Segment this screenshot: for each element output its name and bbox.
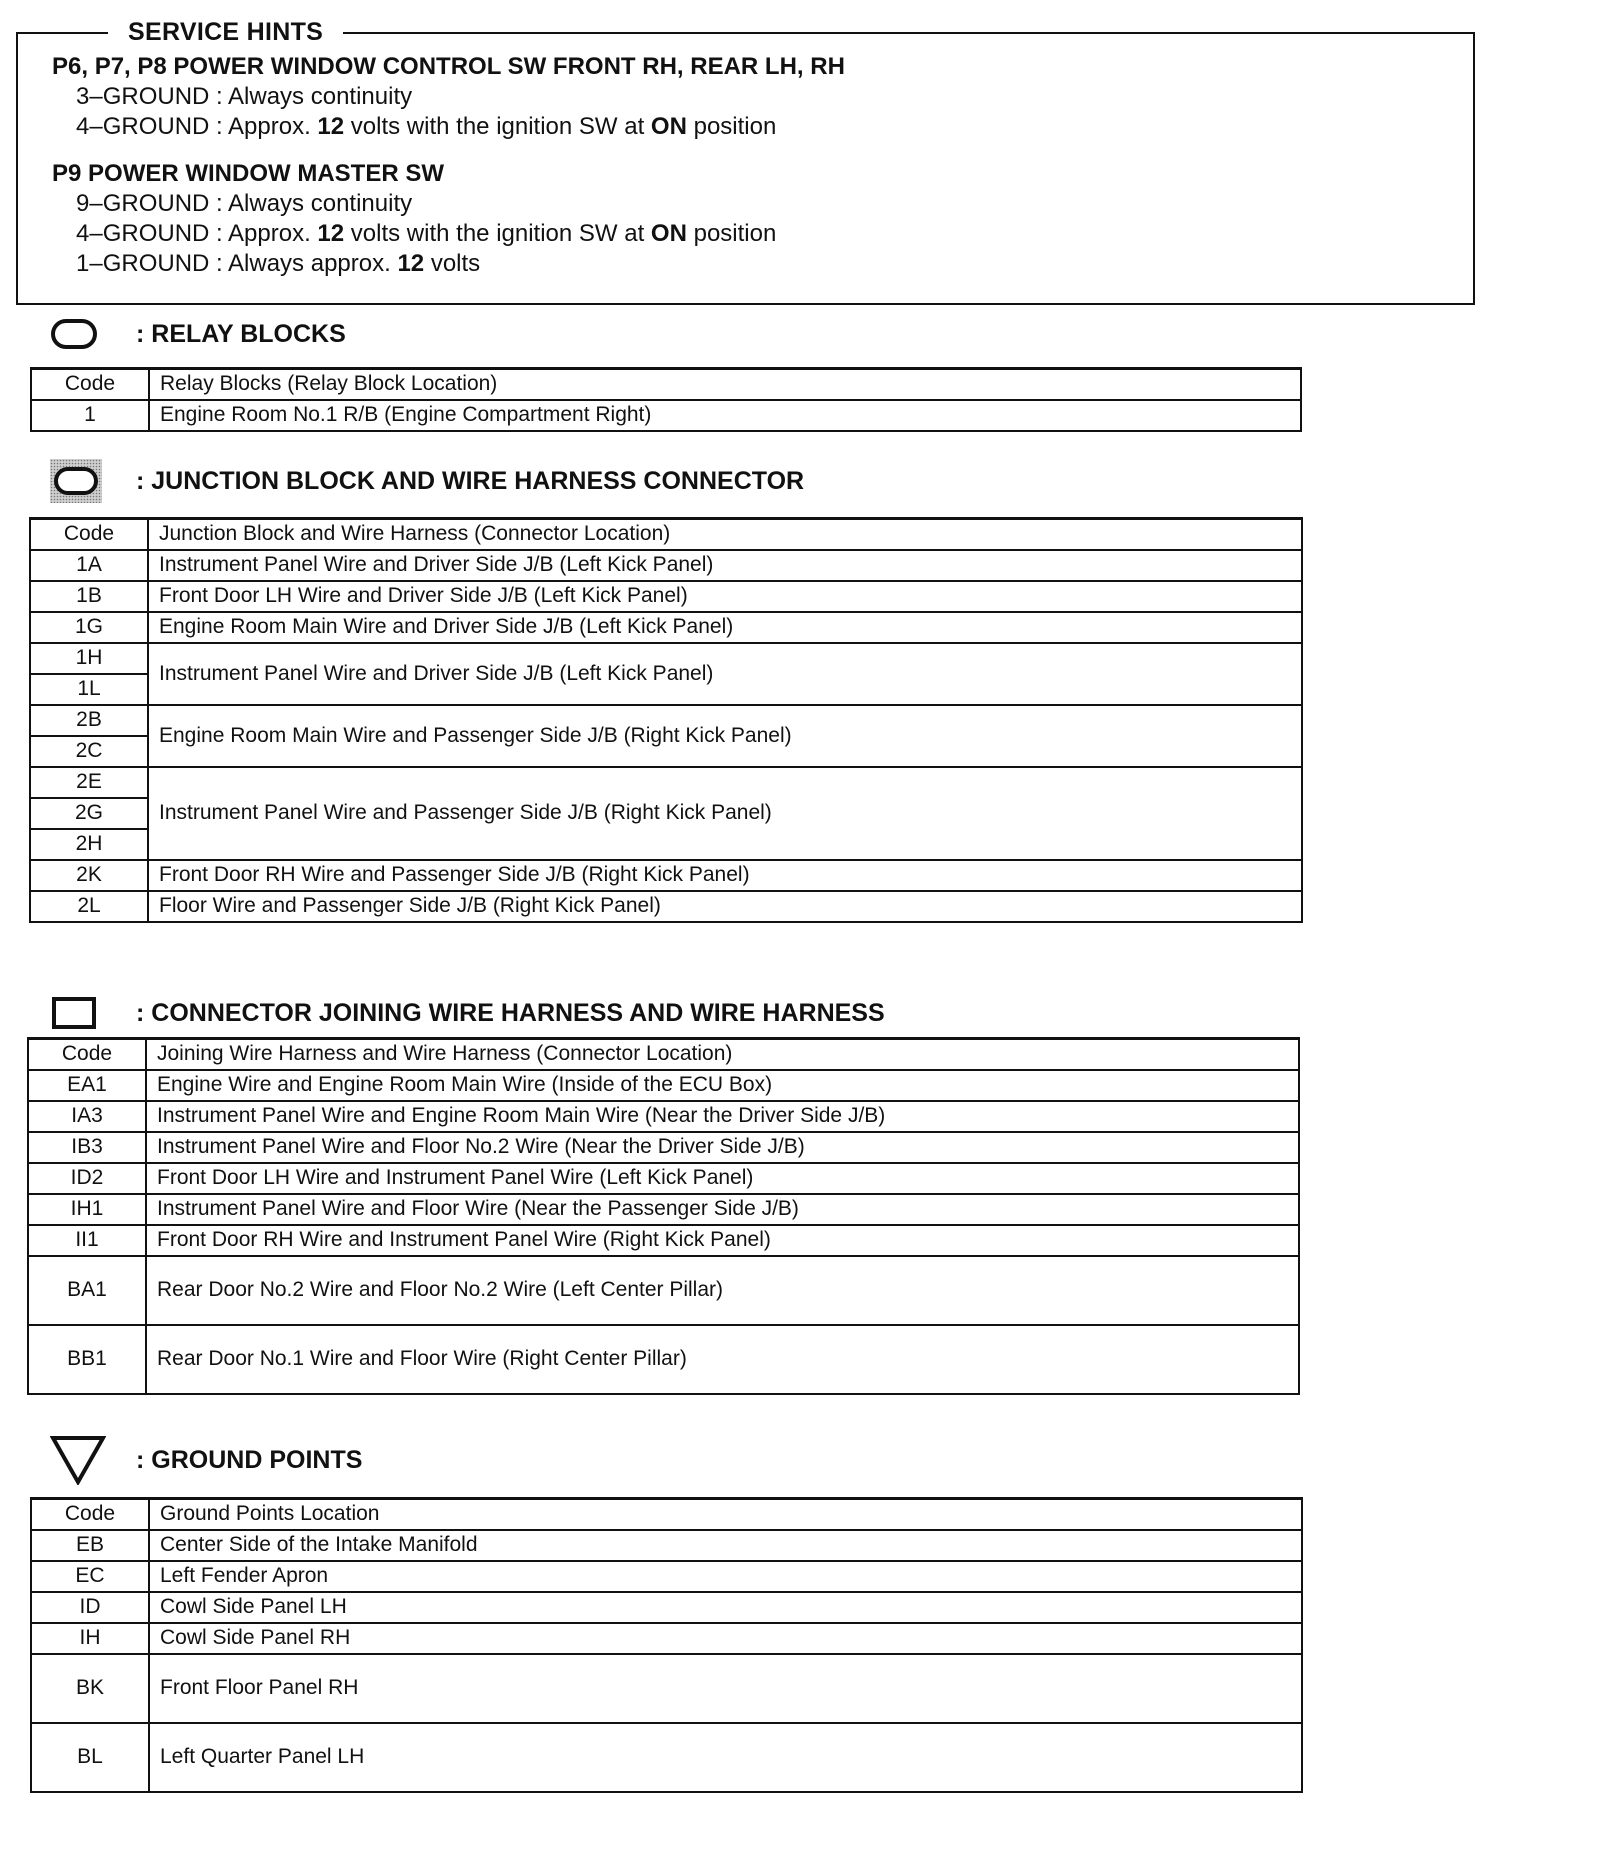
relay-blocks-heading <box>50 314 346 354</box>
desc-cell: Engine Wire and Engine Room Main Wire (Inside of the ECU Box) <box>146 1070 1299 1101</box>
relay-blocks-table <box>30 367 1302 432</box>
desc-cell: Front Door RH Wire and Passenger Side J/B (Right Kick Panel) <box>148 860 1302 891</box>
code-cell: BA1 <box>28 1256 146 1325</box>
hint-line: 1–GROUND : Always approx. 12 volts <box>76 250 481 277</box>
code-cell: IH1 <box>28 1194 146 1225</box>
service-hints-title: SERVICE HINTS <box>108 18 343 47</box>
desc-cell: Left Fender Apron <box>149 1561 1302 1592</box>
table-row <box>28 1070 1299 1101</box>
desc-cell: Engine Room No.1 R/B (Engine Compartment Right) <box>149 400 1301 431</box>
desc-header: Relay Blocks (Relay Block Location) <box>149 369 1301 400</box>
junction-block-table <box>29 517 1303 923</box>
desc-cell: Left Quarter Panel LH <box>149 1723 1302 1792</box>
code-cell: 1A <box>30 550 148 581</box>
hint-group-p6-p7-p8 <box>52 52 845 142</box>
table-row <box>30 581 1302 612</box>
table-row <box>30 860 1302 891</box>
table-row <box>31 1654 1302 1723</box>
table-row <box>28 1132 1299 1163</box>
hint-line: 9–GROUND : Always continuity <box>76 190 413 217</box>
desc-cell: Front Door LH Wire and Driver Side J/B (Left Kick Panel) <box>148 581 1302 612</box>
table-row <box>31 1561 1302 1592</box>
section-title: : CONNECTOR JOINING WIRE HARNESS AND WIRE HARNESS <box>136 998 885 1027</box>
code-cell: 1B <box>30 581 148 612</box>
table-row <box>30 767 1302 798</box>
code-cell: EA1 <box>28 1070 146 1101</box>
code-cell: BK <box>31 1654 149 1723</box>
code-cell: 2L <box>30 891 148 922</box>
desc-cell: Front Floor Panel RH <box>149 1654 1302 1723</box>
code-cell: IH <box>31 1623 149 1654</box>
table-row <box>31 1530 1302 1561</box>
table-row <box>28 1163 1299 1194</box>
desc-cell: Engine Room Main Wire and Driver Side J/B (Left Kick Panel) <box>148 612 1302 643</box>
desc-cell: Engine Room Main Wire and Passenger Side J/B (Right Kick Panel) <box>148 705 1302 767</box>
table-row <box>30 643 1302 674</box>
code-header: Code <box>30 519 148 550</box>
desc-cell: Instrument Panel Wire and Floor No.2 Wire (Near the Driver Side J/B) <box>146 1132 1299 1163</box>
code-cell: ID <box>31 1592 149 1623</box>
table-row <box>31 1592 1302 1623</box>
section-title: : RELAY BLOCKS <box>136 319 346 348</box>
desc-cell: Front Door RH Wire and Instrument Panel Wire (Right Kick Panel) <box>146 1225 1299 1256</box>
code-cell: 2C <box>30 736 148 767</box>
code-header: Code <box>28 1039 146 1070</box>
ground-point-icon <box>50 1440 106 1480</box>
desc-header: Ground Points Location <box>149 1499 1302 1530</box>
ground-points-table <box>30 1497 1303 1793</box>
desc-cell: Rear Door No.2 Wire and Floor No.2 Wire (Left Center Pillar) <box>146 1256 1299 1325</box>
desc-cell: Instrument Panel Wire and Engine Room Main Wire (Near the Driver Side J/B) <box>146 1101 1299 1132</box>
connector-icon <box>50 993 106 1033</box>
desc-header: Junction Block and Wire Harness (Connector Location) <box>148 519 1302 550</box>
hint-line: 4–GROUND : Approx. 12 volts with the ignition SW at ON position <box>76 113 777 140</box>
table-row <box>31 1723 1302 1792</box>
junction-block-icon <box>50 461 106 501</box>
desc-cell: Cowl Side Panel LH <box>149 1592 1302 1623</box>
table-header-row <box>31 1499 1302 1530</box>
desc-cell: Center Side of the Intake Manifold <box>149 1530 1302 1561</box>
service-hints-box <box>16 18 1475 305</box>
table-row <box>28 1256 1299 1325</box>
code-cell: 1 <box>31 400 149 431</box>
code-cell: 1G <box>30 612 148 643</box>
table-row <box>30 612 1302 643</box>
code-cell: BL <box>31 1723 149 1792</box>
code-cell: BB1 <box>28 1325 146 1394</box>
code-header: Code <box>31 1499 149 1530</box>
table-row <box>28 1325 1299 1394</box>
connector-table <box>27 1037 1300 1395</box>
ground-points-heading <box>50 1440 362 1480</box>
table-header-row <box>28 1039 1299 1070</box>
table-row <box>30 550 1302 581</box>
table-row <box>28 1101 1299 1132</box>
desc-cell: Instrument Panel Wire and Passenger Side J/B (Right Kick Panel) <box>148 767 1302 860</box>
connector-heading <box>50 993 885 1033</box>
code-cell: 1L <box>30 674 148 705</box>
code-cell: 2K <box>30 860 148 891</box>
desc-cell: Instrument Panel Wire and Floor Wire (Near the Passenger Side J/B) <box>146 1194 1299 1225</box>
code-cell: EC <box>31 1561 149 1592</box>
hint-heading: P9 POWER WINDOW MASTER SW <box>52 160 444 187</box>
code-cell: IA3 <box>28 1101 146 1132</box>
section-title: : JUNCTION BLOCK AND WIRE HARNESS CONNECTOR <box>136 466 805 495</box>
table-row <box>31 1623 1302 1654</box>
desc-header: Joining Wire Harness and Wire Harness (Connector Location) <box>146 1039 1299 1070</box>
code-cell: 2B <box>30 705 148 736</box>
table-row <box>28 1194 1299 1225</box>
relay-block-icon <box>50 314 106 354</box>
code-cell: ID2 <box>28 1163 146 1194</box>
table-row <box>31 400 1301 431</box>
desc-cell: Instrument Panel Wire and Driver Side J/B (Left Kick Panel) <box>148 550 1302 581</box>
desc-cell: Instrument Panel Wire and Driver Side J/B (Left Kick Panel) <box>148 643 1302 705</box>
desc-cell: Floor Wire and Passenger Side J/B (Right Kick Panel) <box>148 891 1302 922</box>
code-header: Code <box>31 369 149 400</box>
code-cell: 2H <box>30 829 148 860</box>
hint-group-p9 <box>52 159 776 279</box>
code-cell: 2E <box>30 767 148 798</box>
table-row <box>30 891 1302 922</box>
code-cell: II1 <box>28 1225 146 1256</box>
code-cell: 2G <box>30 798 148 829</box>
table-row <box>28 1225 1299 1256</box>
junction-block-heading <box>50 461 804 501</box>
table-row <box>30 705 1302 736</box>
desc-cell: Rear Door No.1 Wire and Floor Wire (Right Center Pillar) <box>146 1325 1299 1394</box>
desc-cell: Cowl Side Panel RH <box>149 1623 1302 1654</box>
hint-line: 4–GROUND : Approx. 12 volts with the ignition SW at ON position <box>76 220 777 247</box>
table-header-row <box>31 369 1301 400</box>
code-cell: IB3 <box>28 1132 146 1163</box>
section-title: : GROUND POINTS <box>136 1445 363 1474</box>
hint-heading: P6, P7, P8 POWER WINDOW CONTROL SW FRONT RH, REAR LH, RH <box>52 53 845 80</box>
code-cell: 1H <box>30 643 148 674</box>
desc-cell: Front Door LH Wire and Instrument Panel Wire (Left Kick Panel) <box>146 1163 1299 1194</box>
hint-line: 3–GROUND : Always continuity <box>76 83 413 110</box>
code-cell: EB <box>31 1530 149 1561</box>
table-header-row <box>30 519 1302 550</box>
